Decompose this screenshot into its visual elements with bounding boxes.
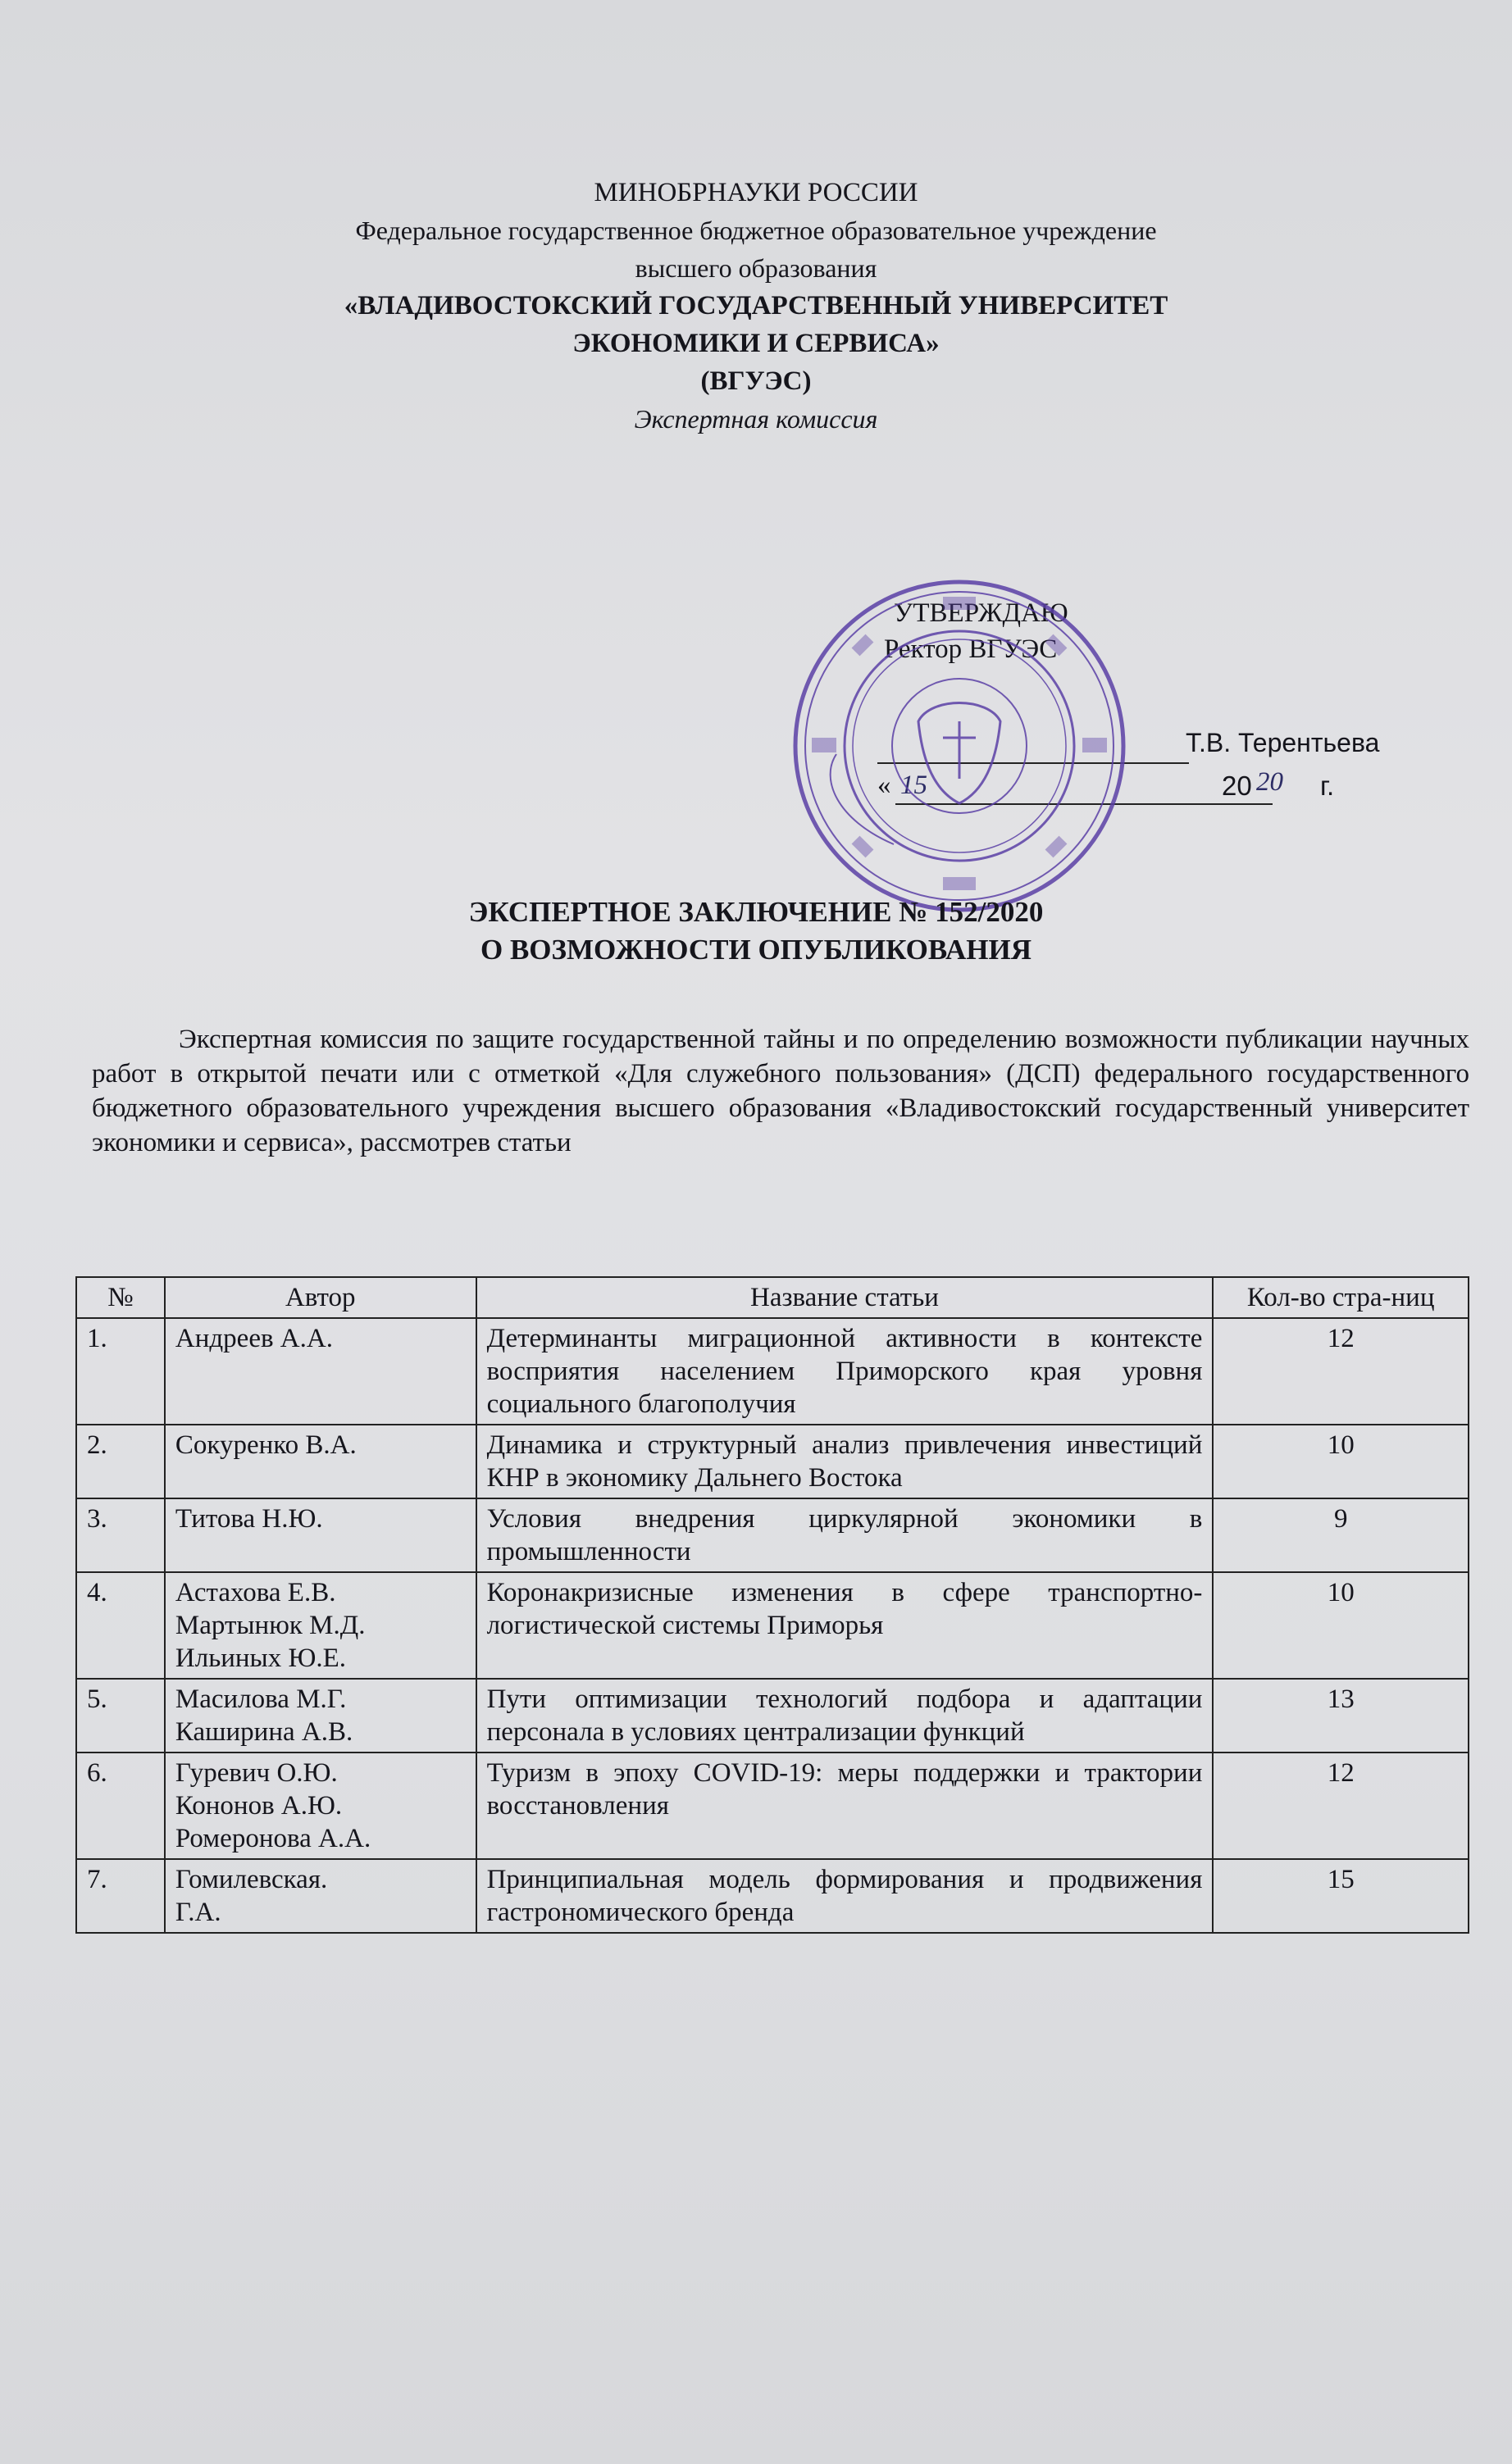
header-article-title: Название статьи (476, 1277, 1214, 1318)
university-name-line-2: ЭКОНОМИКИ И СЕРВИСА» (572, 329, 940, 358)
date-day: 15 (900, 771, 927, 800)
table-row (76, 1318, 1469, 1425)
row-article-title: Пути оптимизации технологий подбора и адаптации персонала в условиях централизации функций (476, 1679, 1214, 1753)
author-name: Астахова Е.В. (175, 1578, 336, 1607)
university-name-line-1: «ВЛАДИВОСТОКСКИЙ ГОСУДАРСТВЕННЫЙ УНИВЕРСИТЕТ (344, 291, 1168, 321)
ministry-name: МИНОБРНАУКИ РОССИИ (594, 178, 918, 207)
author-name: Андреев А.А. (175, 1324, 333, 1353)
date-open-quote: « (877, 771, 891, 800)
table-row (76, 1859, 1469, 1933)
commission-name: Экспертная комиссия (634, 404, 878, 434)
row-article-title: Принципиальная модель формирования и продвижения гастрономического бренда (476, 1859, 1214, 1933)
row-number: 7. (76, 1859, 165, 1933)
row-authors (165, 1425, 476, 1498)
header-number: № (76, 1277, 165, 1318)
row-number: 5. (76, 1679, 165, 1753)
row-article-title: Условия внедрения циркулярной экономики в промышленности (476, 1498, 1214, 1572)
author-name: Ильиных Ю.Е. (175, 1643, 347, 1673)
date-year-suffix: 20 (1256, 767, 1283, 797)
author-name: Кононов А.Ю. (175, 1791, 343, 1821)
row-number: 6. (76, 1753, 165, 1859)
university-abbr: (ВГУЭС) (700, 366, 812, 396)
author-name: Масилова М.Г. (175, 1684, 347, 1714)
row-article-title: Динамика и структурный анализ привлечения инвестиций КНР в экономику Дальнего Востока (476, 1425, 1214, 1498)
author-name: Гуревич О.Ю. (175, 1758, 338, 1788)
row-page-count: 12 (1213, 1318, 1469, 1425)
row-authors (165, 1859, 476, 1933)
articles-table (75, 1276, 1469, 1934)
table-body (76, 1318, 1469, 1933)
signer-name: Т.В. Терентьева (1186, 728, 1380, 757)
row-page-count: 10 (1213, 1572, 1469, 1679)
author-name: Ромеронова А.А. (175, 1824, 371, 1853)
official-seal-stamp (787, 574, 1132, 918)
title-line-1: ЭКСПЕРТНОЕ ЗАКЛЮЧЕНИЕ № 152/2020 (468, 896, 1044, 928)
table-row (76, 1425, 1469, 1498)
row-authors (165, 1572, 476, 1679)
author-name: Гомилевская. (175, 1865, 328, 1894)
row-number: 2. (76, 1425, 165, 1498)
author-name: Г.А. (175, 1898, 221, 1927)
header-author: Автор (165, 1277, 476, 1318)
table-row (76, 1498, 1469, 1572)
row-page-count: 9 (1213, 1498, 1469, 1572)
table-header-row (76, 1277, 1469, 1318)
document-title (0, 893, 1512, 969)
org-type-line-2: высшего образования (635, 253, 877, 283)
intro-paragraph: Экспертная комиссия по защите государственной тайны и по определению возможности публикации научных работ в открытой печати или с отметкой «Для служебного пользования» (ДСП) федерального государственного бюджетного образовательного учреждения высшего образования «Владивостокский государственный университет экономики и сервиса», рассмотрев статьи (92, 1025, 1469, 1157)
author-name: Каширина А.В. (175, 1717, 353, 1747)
header-page-count: Кол-во стра-ниц (1213, 1277, 1469, 1318)
row-number: 1. (76, 1318, 165, 1425)
row-page-count: 12 (1213, 1753, 1469, 1859)
row-authors (165, 1498, 476, 1572)
row-page-count: 10 (1213, 1425, 1469, 1498)
title-line-2: О ВОЗМОЖНОСТИ ОПУБЛИКОВАНИЯ (480, 934, 1032, 966)
row-authors (165, 1753, 476, 1859)
author-name: Мартынюк М.Д. (175, 1611, 366, 1640)
row-page-count: 15 (1213, 1859, 1469, 1933)
row-article-title: Туризм в эпоху COVID-19: меры поддержки и трактории восстановления (476, 1753, 1214, 1859)
table-row (76, 1753, 1469, 1859)
approve-word: УТВЕРЖДАЮ (894, 598, 1068, 628)
table-row (76, 1572, 1469, 1679)
row-number: 3. (76, 1498, 165, 1572)
author-name: Сокуренко В.А. (175, 1430, 357, 1460)
date-year-prefix: 20 (1222, 771, 1252, 801)
document-header (0, 174, 1512, 438)
org-type-line-1: Федеральное государственное бюджетное образовательное учреждение (355, 216, 1157, 245)
rector-title: Ректор ВГУЭС (884, 634, 1058, 664)
row-authors (165, 1318, 476, 1425)
row-page-count: 13 (1213, 1679, 1469, 1753)
row-number: 4. (76, 1572, 165, 1679)
author-name: Титова Н.Ю. (175, 1504, 323, 1534)
table-row (76, 1679, 1469, 1753)
row-article-title: Коронакризисные изменения в сфере транспортно-логистической системы Приморья (476, 1572, 1214, 1679)
row-article-title: Детерминанты миграционной активности в контексте восприятия населением Приморского края уровня социального благополучия (476, 1318, 1214, 1425)
date-year-g: г. (1320, 771, 1335, 801)
row-authors (165, 1679, 476, 1753)
